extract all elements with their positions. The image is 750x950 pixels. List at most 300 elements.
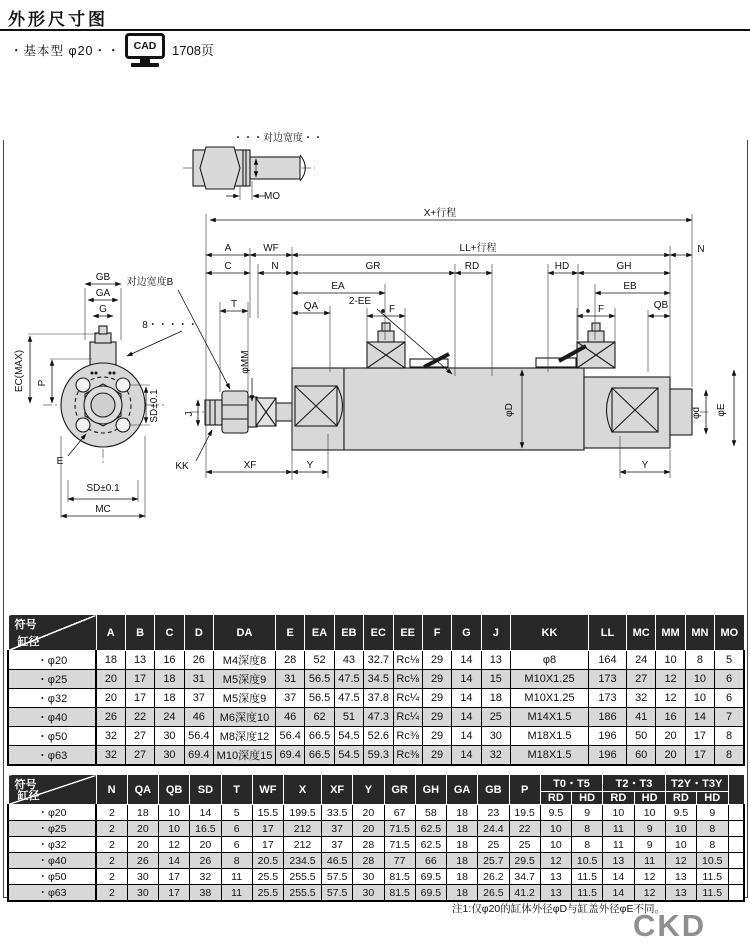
dim-label: LL+行程 xyxy=(459,243,497,254)
dim-label: SD±0.1 xyxy=(86,483,120,494)
corner-bore-label: 缸径 xyxy=(17,790,40,802)
corner-symbol-label: 符号 xyxy=(14,619,37,631)
dim-label: φE xyxy=(716,403,727,417)
table-cell: M10深度15 xyxy=(214,746,276,765)
table-cell: 34.5 xyxy=(364,670,393,689)
column-header: B xyxy=(125,615,154,651)
table-cell: 43 xyxy=(334,651,363,670)
table-cell: M18X1.5 xyxy=(511,746,589,765)
table-cell: 62.5 xyxy=(415,821,446,837)
table-cell: 18 xyxy=(155,670,184,689)
table-cell: 11 xyxy=(603,837,634,853)
table-cell xyxy=(728,885,744,902)
table-cell: 29 xyxy=(422,670,451,689)
table-cell: 8 xyxy=(685,651,714,670)
table-cell: 34.7 xyxy=(509,869,540,885)
column-header: GH xyxy=(415,775,446,805)
column-header: QB xyxy=(159,775,190,805)
table-cell: 17 xyxy=(159,869,190,885)
table-cell: 10 xyxy=(540,837,571,853)
dim-label: φd xyxy=(691,406,702,420)
dim-label: F xyxy=(597,304,605,315)
table-cell: 10 xyxy=(603,805,634,821)
table-cell: Rc¼ xyxy=(393,689,422,708)
table-cell: 9 xyxy=(634,837,665,853)
table-cell xyxy=(728,853,744,869)
column-header: G xyxy=(452,615,481,651)
table-cell: 5 xyxy=(221,805,252,821)
table-cell xyxy=(728,869,744,885)
column-header: J xyxy=(481,615,510,651)
title-rule xyxy=(0,29,750,31)
table-cell: 18 xyxy=(447,853,478,869)
dim-label: MO xyxy=(263,191,281,202)
cad-monitor-icon xyxy=(123,33,167,67)
table-cell: Rc⅜ xyxy=(393,727,422,746)
bore-label: ・φ25 xyxy=(8,670,96,689)
table-cell: 66 xyxy=(415,853,446,869)
table-cell: 47.3 xyxy=(364,708,393,727)
table-cell: 15.5 xyxy=(252,805,283,821)
dim-label: φD xyxy=(504,403,515,417)
corner-cell xyxy=(8,775,96,805)
bore-label: ・φ63 xyxy=(8,885,96,902)
bore-label: ・φ32 xyxy=(8,689,96,708)
table-cell: 69.4 xyxy=(276,746,305,765)
corner-symbol-label: 符号 xyxy=(14,779,37,791)
dim-label: EC(MAX) xyxy=(14,349,25,393)
dimension-table-2 xyxy=(7,774,745,902)
table-cell: 15 xyxy=(481,670,510,689)
table-cell: 17 xyxy=(685,727,714,746)
column-header: KK xyxy=(511,615,589,651)
dim-label: SD±0.1 xyxy=(149,389,160,423)
table-row xyxy=(8,853,744,869)
column-header: T xyxy=(221,775,252,805)
table-cell: 52 xyxy=(305,651,334,670)
table-cell: 14 xyxy=(190,805,221,821)
table-cell: 10.5 xyxy=(697,853,729,869)
table-cell: M18X1.5 xyxy=(511,727,589,746)
table-cell: M10X1.25 xyxy=(511,670,589,689)
dim-label: 对边宽度B xyxy=(126,277,174,288)
table-cell: 212 xyxy=(284,821,322,837)
column-header: GB xyxy=(478,775,509,805)
table-cell: 52.6 xyxy=(364,727,393,746)
column-header: WF xyxy=(252,775,283,805)
table-cell xyxy=(728,805,744,821)
table-cell: 38 xyxy=(190,885,221,902)
table-cell: 18 xyxy=(447,837,478,853)
table-cell: 234.5 xyxy=(284,853,322,869)
table-cell: 18 xyxy=(447,821,478,837)
column-header: GA xyxy=(447,775,478,805)
table-cell: 30 xyxy=(127,869,158,885)
table-cell: 8 xyxy=(572,821,603,837)
table-cell: 50 xyxy=(627,727,656,746)
table-cell: 67 xyxy=(384,805,415,821)
table-cell: 25.5 xyxy=(252,869,283,885)
table-cell: 19.5 xyxy=(509,805,540,821)
table-cell: 25.7 xyxy=(478,853,509,869)
table-cell: 20.5 xyxy=(252,853,283,869)
sub-header: HD xyxy=(572,792,603,805)
table-cell xyxy=(728,821,744,837)
table-cell: 28 xyxy=(353,853,384,869)
table-cell: 32 xyxy=(96,746,125,765)
table-cell: 57.5 xyxy=(322,885,353,902)
table-cell: 30 xyxy=(155,727,184,746)
table-cell: 20 xyxy=(656,746,685,765)
table-cell: 10.5 xyxy=(572,853,603,869)
table-cell: 9 xyxy=(697,805,729,821)
column-header: QA xyxy=(127,775,158,805)
table-cell: 54.5 xyxy=(334,746,363,765)
table-cell: 6 xyxy=(221,821,252,837)
table-cell: 10 xyxy=(159,821,190,837)
empty-header xyxy=(728,775,744,805)
table-cell: 27 xyxy=(125,727,154,746)
table-cell: 14 xyxy=(452,727,481,746)
table-cell: 32 xyxy=(627,689,656,708)
ckd-logo: CKD xyxy=(633,908,707,943)
table-cell: M14X1.5 xyxy=(511,708,589,727)
table-cell: 29 xyxy=(422,651,451,670)
table-cell: 13 xyxy=(125,651,154,670)
table-cell: 26 xyxy=(96,708,125,727)
table-row xyxy=(8,689,744,708)
table-cell: 16.5 xyxy=(190,821,221,837)
table-cell: 8 xyxy=(715,727,744,746)
group-header: T2Y・T3Y xyxy=(665,775,728,792)
dim-label: P xyxy=(37,379,48,387)
table-cell: 13 xyxy=(603,853,634,869)
dim-label: X+行程 xyxy=(423,208,457,219)
dim-label: RD xyxy=(464,261,480,272)
column-header: LL xyxy=(589,615,627,651)
column-header: MC xyxy=(627,615,656,651)
table-cell: 11 xyxy=(634,853,665,869)
table-cell: 18 xyxy=(155,689,184,708)
table-cell: 18 xyxy=(127,805,158,821)
table-cell: 29 xyxy=(422,708,451,727)
table-cell: 14 xyxy=(685,708,714,727)
table-cell: 69.5 xyxy=(415,885,446,902)
page-title: 外形尺寸图 xyxy=(8,10,108,29)
column-header: E xyxy=(276,615,305,651)
cad-page-reference: 1708页 xyxy=(172,43,214,58)
subtitle-basic-type: ・基本型 φ20・・ xyxy=(10,44,121,58)
column-header: N xyxy=(96,775,127,805)
table-cell: 66.5 xyxy=(305,746,334,765)
table-cell: 57.5 xyxy=(322,869,353,885)
table-cell: 58 xyxy=(415,805,446,821)
column-header: C xyxy=(155,615,184,651)
table-cell: 17 xyxy=(125,689,154,708)
column-header: XF xyxy=(322,775,353,805)
table-cell: 32 xyxy=(481,746,510,765)
corner-cell xyxy=(8,615,96,651)
table-cell: 30 xyxy=(353,869,384,885)
table-cell: 71.5 xyxy=(384,837,415,853)
table-cell: M10X1.25 xyxy=(511,689,589,708)
table-cell: 20 xyxy=(96,670,125,689)
table-cell: 2 xyxy=(96,853,127,869)
table-cell: 20 xyxy=(656,727,685,746)
bore-label: ・φ32 xyxy=(8,837,96,853)
table-cell: 14 xyxy=(452,689,481,708)
table-cell: 56.5 xyxy=(305,689,334,708)
dim-label: GA xyxy=(95,288,111,299)
table-cell: 31 xyxy=(276,670,305,689)
table-cell: 13 xyxy=(540,885,571,902)
dim-label: 2-EE xyxy=(348,296,372,307)
table-cell: 26 xyxy=(184,651,213,670)
table-cell: 24.4 xyxy=(478,821,509,837)
table-cell: 18 xyxy=(481,689,510,708)
table-cell: 11 xyxy=(603,821,634,837)
table-cell: 18 xyxy=(447,805,478,821)
table-cell: 28 xyxy=(276,651,305,670)
table-cell: 12 xyxy=(540,853,571,869)
dim-label: GR xyxy=(365,261,381,272)
table-cell: 30 xyxy=(353,885,384,902)
table-cell: 25.5 xyxy=(252,885,283,902)
table-cell: 10 xyxy=(634,805,665,821)
group-header: T0・T5 xyxy=(540,775,603,792)
table-cell xyxy=(728,837,744,853)
sub-header: RD xyxy=(603,792,634,805)
table-cell: 37 xyxy=(276,689,305,708)
column-header: EC xyxy=(364,615,393,651)
sub-header: HD xyxy=(634,792,665,805)
sub-header: HD xyxy=(697,792,729,805)
table-cell: 26.2 xyxy=(478,869,509,885)
table-cell: 81.5 xyxy=(384,869,415,885)
dim-label: F xyxy=(388,304,396,315)
column-header: D xyxy=(184,615,213,651)
table-cell: M8深度12 xyxy=(214,727,276,746)
table-cell: 66.5 xyxy=(305,727,334,746)
column-header: A xyxy=(96,615,125,651)
dim-label: φMM xyxy=(240,350,251,374)
bore-label: ・φ63 xyxy=(8,746,96,765)
table-cell: 6 xyxy=(715,670,744,689)
table-cell: 25 xyxy=(509,837,540,853)
table-cell: 20 xyxy=(127,837,158,853)
dim-label: MC xyxy=(95,504,111,515)
table-cell: 9 xyxy=(634,821,665,837)
column-header: X xyxy=(284,775,322,805)
table-cell: 12 xyxy=(634,869,665,885)
table-cell: 14 xyxy=(159,853,190,869)
dim-label: C xyxy=(224,261,232,272)
dim-label: QA xyxy=(303,301,319,312)
dim-label: A xyxy=(224,243,232,254)
table-cell: 22 xyxy=(125,708,154,727)
dim-label: 8・・・・・ xyxy=(142,320,198,331)
table-cell: 37 xyxy=(322,837,353,853)
table-cell: 24 xyxy=(155,708,184,727)
table-cell: 32 xyxy=(96,727,125,746)
table-cell: 17 xyxy=(159,885,190,902)
table-row xyxy=(8,746,744,765)
table-cell: 13 xyxy=(540,869,571,885)
table-cell: 41 xyxy=(627,708,656,727)
table-cell: 18 xyxy=(447,885,478,902)
table-cell: 10 xyxy=(685,670,714,689)
table-cell: Rc⅜ xyxy=(393,746,422,765)
cad-icon-label: CAD xyxy=(125,33,165,59)
table-cell: 30 xyxy=(127,885,158,902)
table-cell: 22 xyxy=(509,821,540,837)
table-cell: 10 xyxy=(665,821,696,837)
dim-label: KK xyxy=(175,461,189,472)
table-cell: 10 xyxy=(656,651,685,670)
bore-label: ・φ50 xyxy=(8,869,96,885)
table-cell: 69.4 xyxy=(184,746,213,765)
bore-label: ・φ20 xyxy=(8,651,96,670)
table-cell: 25 xyxy=(478,837,509,853)
table-cell: 8 xyxy=(697,837,729,853)
table-cell: 14 xyxy=(603,885,634,902)
table-cell: 32 xyxy=(190,869,221,885)
table-cell: 27 xyxy=(627,670,656,689)
table-cell: 30 xyxy=(155,746,184,765)
cad-icon-base xyxy=(131,63,159,67)
table-cell: Rc⅛ xyxy=(393,651,422,670)
table-cell: 20 xyxy=(127,821,158,837)
table-row xyxy=(8,869,744,885)
column-header: DA xyxy=(214,615,276,651)
column-header: P xyxy=(509,775,540,805)
table-cell: 13 xyxy=(665,885,696,902)
table-cell: 8 xyxy=(221,853,252,869)
table-cell: 17 xyxy=(252,837,283,853)
bore-label: ・φ50 xyxy=(8,727,96,746)
table-cell: 41.2 xyxy=(509,885,540,902)
table-cell: 20 xyxy=(96,689,125,708)
table-cell: 60 xyxy=(627,746,656,765)
table-cell: 33.5 xyxy=(322,805,353,821)
table-cell: 17 xyxy=(252,821,283,837)
table-row xyxy=(8,805,744,821)
table-cell: 11.5 xyxy=(572,869,603,885)
table-cell: M5深度9 xyxy=(214,689,276,708)
table-cell: 6 xyxy=(221,837,252,853)
table-cell: 14 xyxy=(452,670,481,689)
table-cell: 77 xyxy=(384,853,415,869)
table-cell: 173 xyxy=(589,670,627,689)
table-cell: 2 xyxy=(96,805,127,821)
table-cell: 196 xyxy=(589,746,627,765)
table-cell: φ8 xyxy=(511,651,589,670)
dim-label: G xyxy=(99,304,107,315)
table-cell: 12 xyxy=(665,853,696,869)
table-cell: 18 xyxy=(96,651,125,670)
sub-header: RD xyxy=(665,792,696,805)
table-cell: 29 xyxy=(422,689,451,708)
table-cell: 29 xyxy=(422,746,451,765)
table-cell: 10 xyxy=(159,805,190,821)
table-cell: 26 xyxy=(190,853,221,869)
table-cell: 255.5 xyxy=(284,869,322,885)
table-cell: 37 xyxy=(322,821,353,837)
column-header: MN xyxy=(685,615,714,651)
table-row xyxy=(8,670,744,689)
table-cell: 30 xyxy=(481,727,510,746)
column-header: EB xyxy=(334,615,363,651)
table-cell: 81.5 xyxy=(384,885,415,902)
table-cell: 62 xyxy=(305,708,334,727)
dim-label: EB xyxy=(623,281,637,292)
table-cell: 10 xyxy=(685,689,714,708)
footnote: 注1:仅φ20的缸体外径φD与缸盖外径φE不同。 xyxy=(452,903,665,915)
column-header: F xyxy=(422,615,451,651)
table-cell: 13 xyxy=(665,869,696,885)
table-row xyxy=(8,885,744,902)
table-cell: 25 xyxy=(481,708,510,727)
dim-label: E xyxy=(56,456,64,467)
table-row xyxy=(8,821,744,837)
table-cell: 12 xyxy=(159,837,190,853)
table-row xyxy=(8,651,744,670)
table-cell: 23 xyxy=(478,805,509,821)
bore-label: ・φ20 xyxy=(8,805,96,821)
table-cell: M4深度8 xyxy=(214,651,276,670)
table-cell: 173 xyxy=(589,689,627,708)
dim-label: J xyxy=(184,411,195,417)
technical-drawing xyxy=(0,100,750,612)
table-cell: Rc⅛ xyxy=(393,670,422,689)
table-cell: 29 xyxy=(422,727,451,746)
table-cell: 59.3 xyxy=(364,746,393,765)
table-cell: 17 xyxy=(685,746,714,765)
table-cell: 2 xyxy=(96,821,127,837)
table-cell: 11.5 xyxy=(572,885,603,902)
table-cell: 28 xyxy=(353,837,384,853)
dim-label: GB xyxy=(95,272,111,283)
dim-label: QB xyxy=(653,300,669,311)
table-cell: 186 xyxy=(589,708,627,727)
table-cell: 255.5 xyxy=(284,885,322,902)
dim-label: Y xyxy=(306,460,314,471)
column-header: EE xyxy=(393,615,422,651)
table-cell: 14 xyxy=(452,651,481,670)
bore-label: ・φ40 xyxy=(8,708,96,727)
table-cell: 2 xyxy=(96,885,127,902)
table-cell: 12 xyxy=(634,885,665,902)
table-cell: 54.5 xyxy=(334,727,363,746)
table-cell: 17 xyxy=(125,670,154,689)
table-cell: 13 xyxy=(481,651,510,670)
table-cell: 11 xyxy=(221,885,252,902)
dim-label: WF xyxy=(263,243,279,254)
table-cell: 26 xyxy=(127,853,158,869)
table-cell: 212 xyxy=(284,837,322,853)
dim-label: Y xyxy=(641,460,649,471)
table-cell: 16 xyxy=(155,651,184,670)
bore-label: ・φ25 xyxy=(8,821,96,837)
table-cell: 7 xyxy=(715,708,744,727)
table-cell: 14 xyxy=(452,708,481,727)
table-cell: 37.8 xyxy=(364,689,393,708)
table-cell: 9.5 xyxy=(665,805,696,821)
table-cell: 199.5 xyxy=(284,805,322,821)
table-cell: 8 xyxy=(715,746,744,765)
table-cell: 47.5 xyxy=(334,689,363,708)
table-cell: 71.5 xyxy=(384,821,415,837)
